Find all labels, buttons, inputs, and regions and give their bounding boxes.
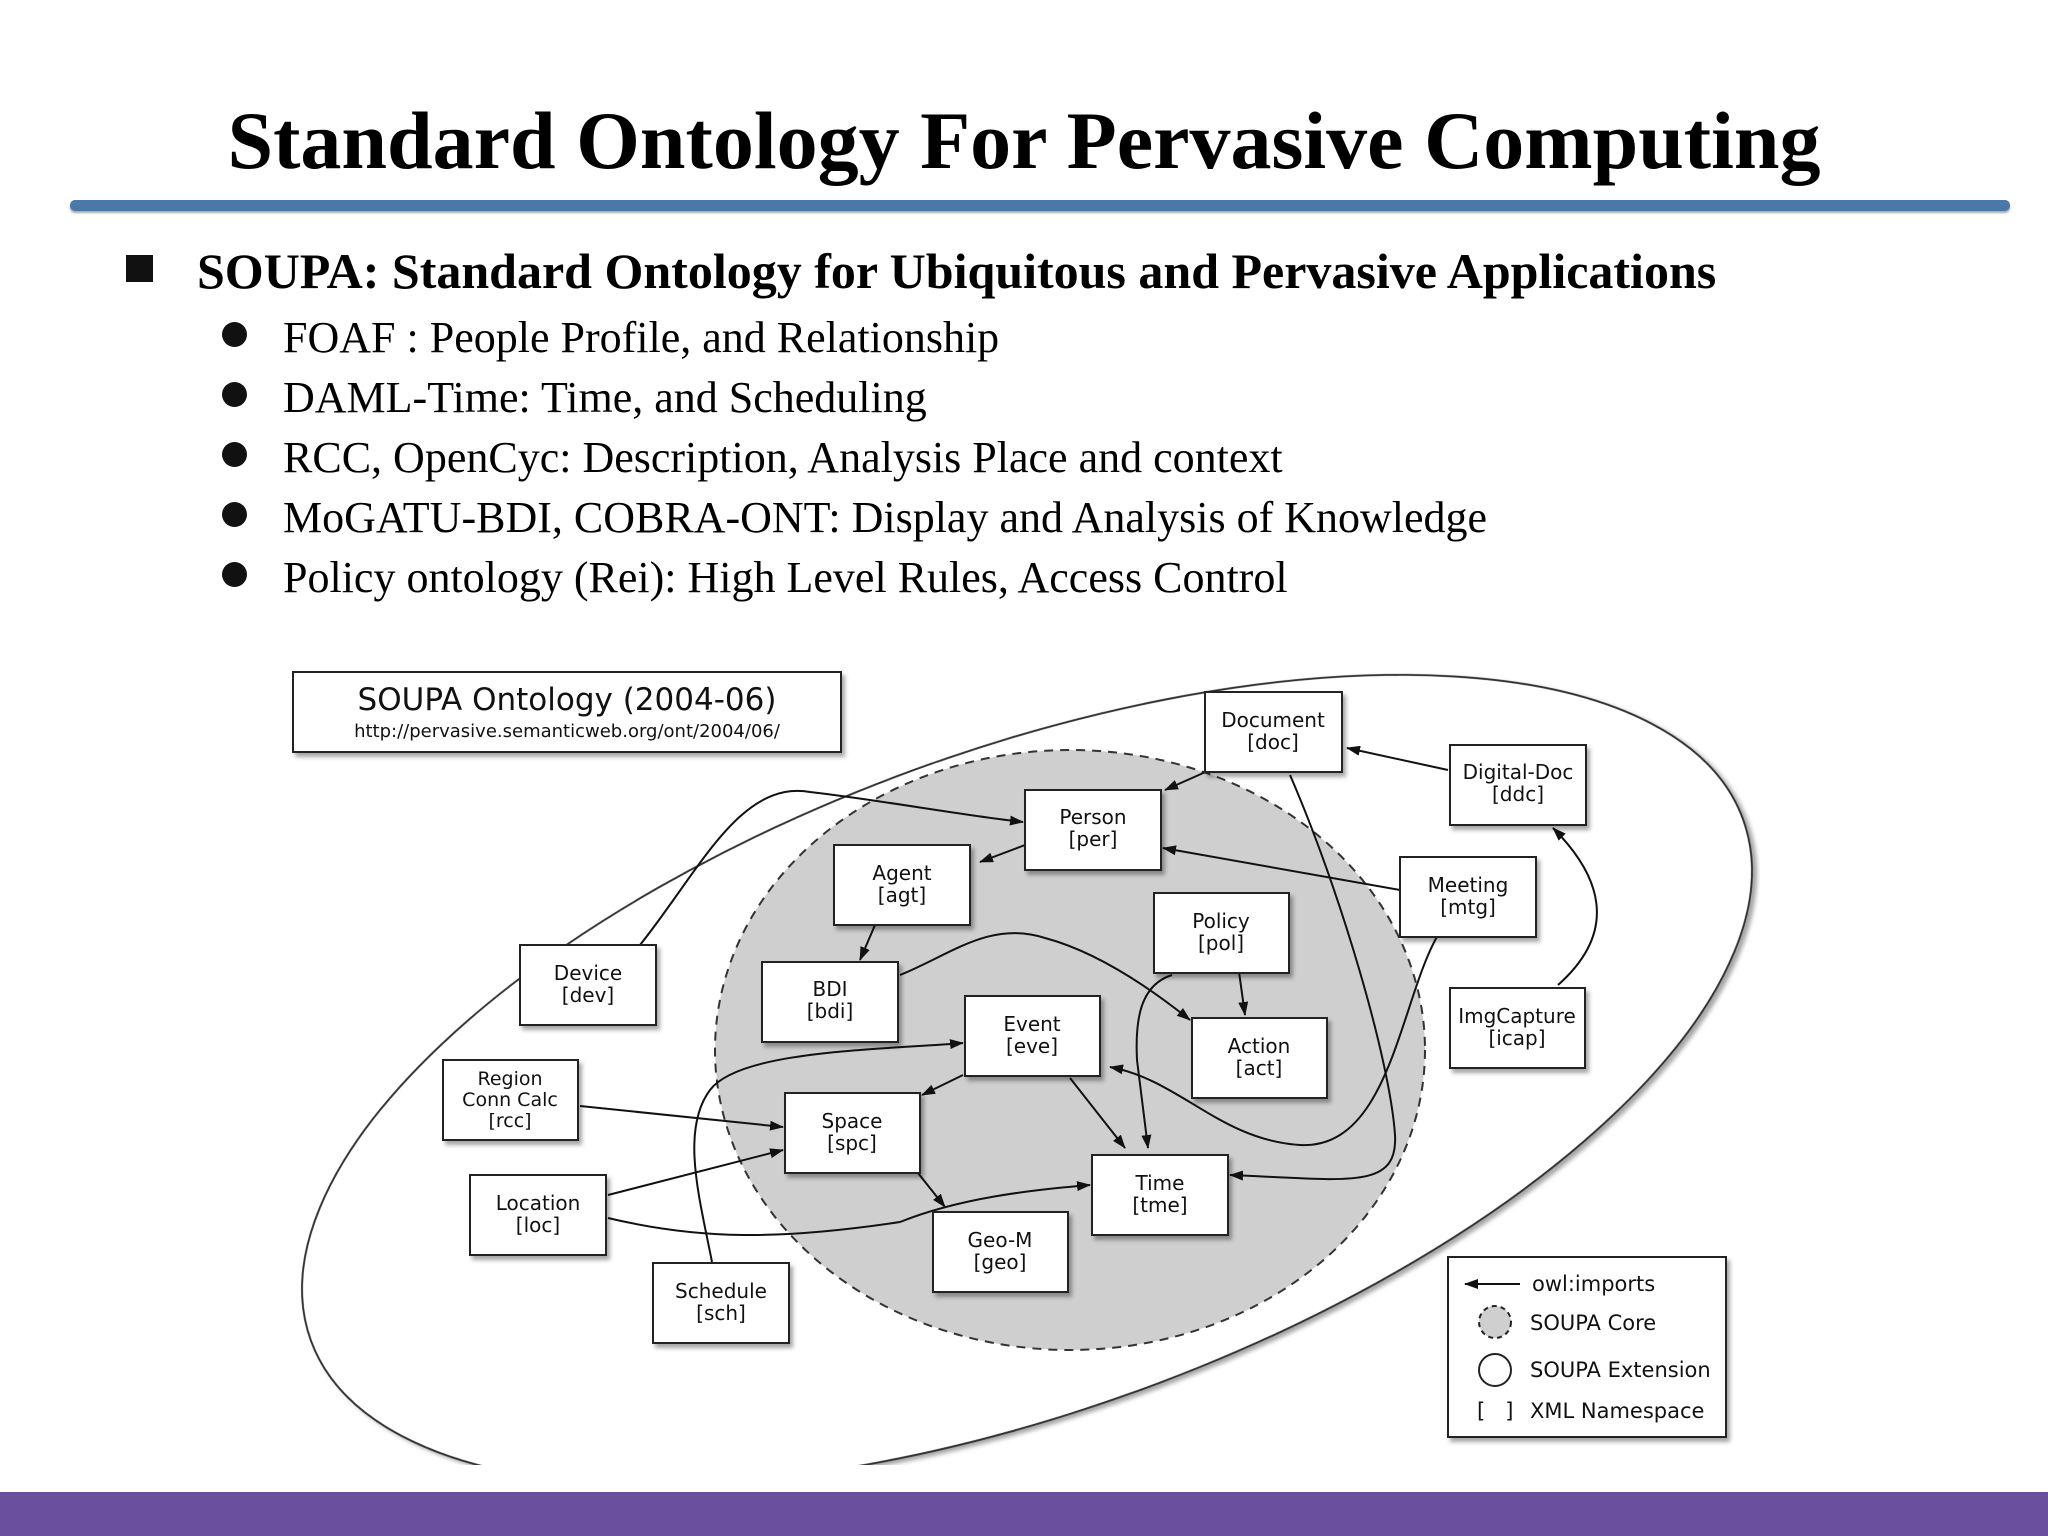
sub-bullet bbox=[222, 368, 1487, 428]
sub-bullet-text: Policy ontology (Rei): High Level Rules, Access Control bbox=[283, 553, 1288, 602]
legend-imports-label: owl:imports bbox=[1532, 1272, 1656, 1296]
sub-bullet bbox=[222, 488, 1487, 548]
node-label: Schedule bbox=[675, 1279, 767, 1303]
node-policy bbox=[1154, 893, 1289, 973]
node-space bbox=[785, 1093, 920, 1173]
legend-extension-icon bbox=[1479, 1354, 1511, 1386]
node-label: Event bbox=[1003, 1012, 1061, 1036]
main-bullet bbox=[126, 242, 1716, 300]
soupa-ontology-diagram bbox=[280, 665, 1760, 1465]
node-label: Meeting bbox=[1427, 873, 1509, 897]
legend-namespace-label: XML Namespace bbox=[1530, 1399, 1705, 1423]
sub-bullet-text: RCC, OpenCyc: Description, Analysis Place and context bbox=[283, 433, 1283, 482]
node-location bbox=[470, 1175, 606, 1255]
footer-bar bbox=[0, 1492, 2048, 1536]
node-namespace: [geo] bbox=[973, 1250, 1027, 1274]
square-bullet-icon bbox=[126, 255, 153, 282]
node-label: Conn Calc bbox=[462, 1089, 558, 1111]
node-person bbox=[1025, 790, 1161, 870]
node-agent bbox=[834, 845, 970, 925]
node-action bbox=[1192, 1018, 1327, 1098]
sub-bullet-text: FOAF : People Profile, and Relationship bbox=[283, 313, 1000, 362]
node-label: Document bbox=[1221, 708, 1325, 732]
dot-bullet-icon bbox=[222, 442, 247, 467]
node-namespace: [eve] bbox=[1005, 1034, 1059, 1058]
node-namespace: [act] bbox=[1235, 1056, 1283, 1080]
sub-bullet-text: MoGATU-BDI, COBRA-ONT: Display and Analysis of Knowledge bbox=[283, 493, 1488, 542]
node-label: Region bbox=[477, 1068, 543, 1090]
node-namespace: [mtg] bbox=[1440, 895, 1496, 919]
node-bdi bbox=[762, 962, 898, 1042]
node-label: Person bbox=[1059, 805, 1127, 829]
node-label: Geo-M bbox=[967, 1228, 1033, 1252]
node-imgcapture bbox=[1450, 988, 1585, 1068]
node-label: Space bbox=[821, 1109, 883, 1133]
node-label: BDI bbox=[812, 977, 848, 1001]
node-label: Policy bbox=[1192, 909, 1250, 933]
node-schedule bbox=[653, 1263, 789, 1343]
node-namespace: [dev] bbox=[561, 983, 615, 1007]
node-label: Time bbox=[1135, 1171, 1185, 1195]
sub-bullet-text: DAML-Time: Time, and Scheduling bbox=[283, 373, 927, 422]
node-meeting bbox=[1400, 857, 1536, 937]
node-namespace: [bdi] bbox=[806, 999, 854, 1023]
sub-bullet bbox=[222, 428, 1487, 488]
node-namespace: [icap] bbox=[1488, 1026, 1546, 1050]
node-digital-doc bbox=[1450, 745, 1586, 825]
sub-bullet bbox=[222, 308, 1487, 368]
dot-bullet-icon bbox=[222, 382, 247, 407]
diagram-header-url: http://pervasive.semanticweb.org/ont/2004/06/ bbox=[354, 721, 780, 742]
node-region-conn-calc bbox=[443, 1060, 578, 1140]
node-label: Action bbox=[1227, 1034, 1291, 1058]
slide-title: Standard Ontology For Pervasive Computing bbox=[227, 95, 1821, 186]
node-label: Agent bbox=[872, 861, 932, 885]
dot-bullet-icon bbox=[222, 502, 247, 527]
diagram-legend bbox=[1448, 1257, 1726, 1437]
node-namespace: [pol] bbox=[1197, 931, 1245, 955]
node-device bbox=[520, 945, 656, 1025]
diagram-header-title: SOUPA Ontology (2004-06) bbox=[357, 682, 777, 718]
node-namespace: [rcc] bbox=[488, 1110, 532, 1132]
node-namespace: [per] bbox=[1068, 827, 1118, 851]
node-namespace: [tme] bbox=[1132, 1193, 1188, 1217]
node-document bbox=[1205, 692, 1342, 772]
node-namespace: [sch] bbox=[696, 1301, 746, 1325]
node-label: Digital-Doc bbox=[1462, 760, 1574, 784]
dot-bullet-icon bbox=[222, 322, 247, 347]
legend-extension-label: SOUPA Extension bbox=[1530, 1358, 1711, 1382]
diagram-header-box bbox=[293, 672, 841, 752]
node-namespace: [ddc] bbox=[1492, 782, 1544, 806]
node-namespace: [agt] bbox=[877, 883, 927, 907]
node-label: Device bbox=[553, 961, 623, 985]
node-event bbox=[965, 996, 1100, 1076]
legend-core-icon bbox=[1479, 1306, 1511, 1338]
legend-namespace-symbol: [ ] bbox=[1477, 1399, 1514, 1423]
node-label: ImgCapture bbox=[1458, 1004, 1576, 1028]
sub-bullet bbox=[222, 548, 1487, 608]
node-namespace: [doc] bbox=[1247, 730, 1299, 754]
main-bullet-text: SOUPA: Standard Ontology for Ubiquitous and Pervasive Applications bbox=[197, 243, 1717, 299]
legend-core-label: SOUPA Core bbox=[1530, 1311, 1657, 1335]
node-label: Location bbox=[495, 1191, 581, 1215]
node-geo-m bbox=[933, 1212, 1068, 1292]
title-divider bbox=[70, 200, 2010, 211]
node-namespace: [spc] bbox=[827, 1131, 877, 1155]
node-namespace: [loc] bbox=[515, 1213, 561, 1237]
node-time bbox=[1092, 1155, 1228, 1235]
dot-bullet-icon bbox=[222, 562, 247, 587]
sub-bullet-list bbox=[222, 308, 1487, 608]
